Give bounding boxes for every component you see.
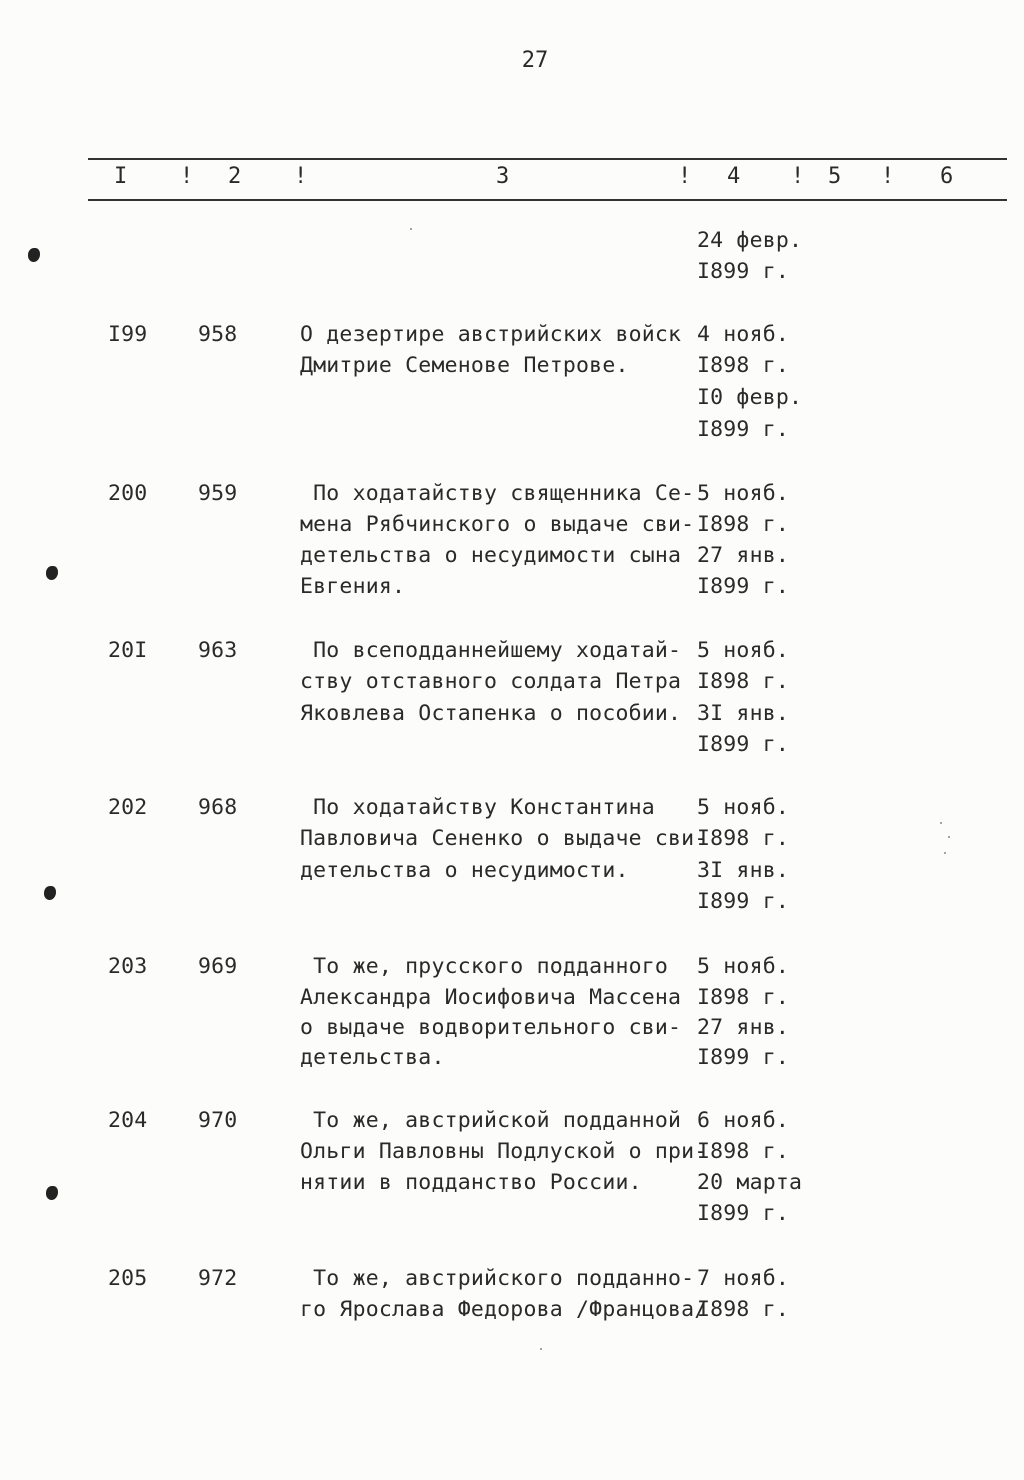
date-line: 5 нояб.: [697, 638, 790, 663]
date-line: I898 г.: [697, 985, 790, 1010]
file-number: 970: [198, 1108, 238, 1133]
title-line: То же, австрийской подданной: [300, 1108, 682, 1133]
header-col-5: 5: [828, 164, 842, 189]
title-line: О дезертире австрийских войск: [300, 322, 682, 347]
date-line: 5 нояб.: [697, 954, 790, 979]
title-line: детельства о несудимости.: [300, 858, 629, 883]
header-bottom-rule: [88, 199, 1007, 201]
date-line: I899 г.: [697, 1045, 790, 1070]
date-line: I899 г.: [697, 732, 790, 757]
title-line: Евгения.: [300, 574, 406, 599]
file-number: 963: [198, 638, 238, 663]
ink-blot: [44, 886, 56, 900]
header-separator: !: [294, 164, 308, 189]
file-number: 959: [198, 481, 238, 506]
row-number: 20I: [108, 638, 148, 663]
header-top-rule: [88, 158, 1007, 160]
date-line: 7 нояб.: [697, 1266, 790, 1291]
scan-speck: [540, 1348, 542, 1350]
date-line: I898 г.: [697, 353, 790, 378]
scan-speck: [944, 852, 946, 854]
header-col-1: I: [114, 164, 128, 189]
header-col-2: 2: [228, 164, 242, 189]
header-separator: !: [881, 164, 895, 189]
date-line: 5 нояб.: [697, 481, 790, 506]
date-line: 27 янв.: [697, 543, 790, 568]
ink-blot: [28, 248, 40, 262]
title-line: го Ярослава Федорова /Францова/: [300, 1297, 708, 1322]
title-line: о выдаче водворительного сви-: [300, 1015, 682, 1040]
header-separator: !: [791, 164, 805, 189]
title-line: Дмитрие Семенове Петрове.: [300, 353, 629, 378]
header-col-4: 4: [727, 164, 741, 189]
title-line: То же, австрийского подданно-: [300, 1266, 695, 1291]
date-line: I899 г.: [697, 1201, 790, 1226]
row-number: 203: [108, 954, 148, 979]
file-number: 958: [198, 322, 238, 347]
scan-speck: [948, 836, 950, 838]
file-number: 969: [198, 954, 238, 979]
title-line: ству отставного солдата Петра: [300, 669, 682, 694]
date-line: 3I янв.: [697, 701, 790, 726]
date-line: I899 г.: [697, 417, 790, 442]
page-number: 27: [521, 48, 549, 73]
row-number: 200: [108, 481, 148, 506]
ink-blot: [46, 1186, 58, 1200]
title-line: мена Рябчинского о выдаче сви-: [300, 512, 695, 537]
date-line: 5 нояб.: [697, 795, 790, 820]
date-line: I898 г.: [697, 826, 790, 851]
date-line: I898 г.: [697, 1139, 790, 1164]
date-line: I899 г.: [697, 889, 790, 914]
header-separator: !: [180, 164, 194, 189]
continuation-date: 24 февр.: [697, 228, 803, 253]
date-line: I898 г.: [697, 669, 790, 694]
title-line: Ольги Павловны Подлуской о при-: [300, 1139, 708, 1164]
title-line: Павловича Сененко о выдаче сви-: [300, 826, 708, 851]
title-line: Александра Иосифовича Массена: [300, 985, 682, 1010]
date-line: I899 г.: [697, 574, 790, 599]
title-line: нятии в подданство России.: [300, 1170, 642, 1195]
title-line: По всеподданнейшему ходатай-: [300, 638, 682, 663]
row-number: 205: [108, 1266, 148, 1291]
title-line: Яковлева Остапенка о пособии.: [300, 701, 682, 726]
title-line: детельства о несудимости сына: [300, 543, 682, 568]
header-separator: !: [678, 164, 692, 189]
row-number: 202: [108, 795, 148, 820]
date-line: I0 февр.: [697, 385, 803, 410]
row-number: I99: [108, 322, 148, 347]
header-col-3: 3: [496, 164, 510, 189]
date-line: I898 г.: [697, 1297, 790, 1322]
title-line: То же, прусского подданного: [300, 954, 669, 979]
row-number: 204: [108, 1108, 148, 1133]
file-number: 968: [198, 795, 238, 820]
ink-blot: [46, 566, 58, 580]
title-line: По ходатайству Константина: [300, 795, 655, 820]
date-line: 27 янв.: [697, 1015, 790, 1040]
date-line: 6 нояб.: [697, 1108, 790, 1133]
header-col-6: 6: [940, 164, 954, 189]
scan-speck: [410, 228, 412, 230]
scan-speck: [940, 822, 942, 824]
date-line: 4 нояб.: [697, 322, 790, 347]
file-number: 972: [198, 1266, 238, 1291]
continuation-date: I899 г.: [697, 259, 790, 284]
date-line: I898 г.: [697, 512, 790, 537]
title-line: По ходатайству священника Се-: [300, 481, 695, 506]
date-line: 20 марта: [697, 1170, 803, 1195]
date-line: 3I янв.: [697, 858, 790, 883]
title-line: детельства.: [300, 1045, 445, 1070]
